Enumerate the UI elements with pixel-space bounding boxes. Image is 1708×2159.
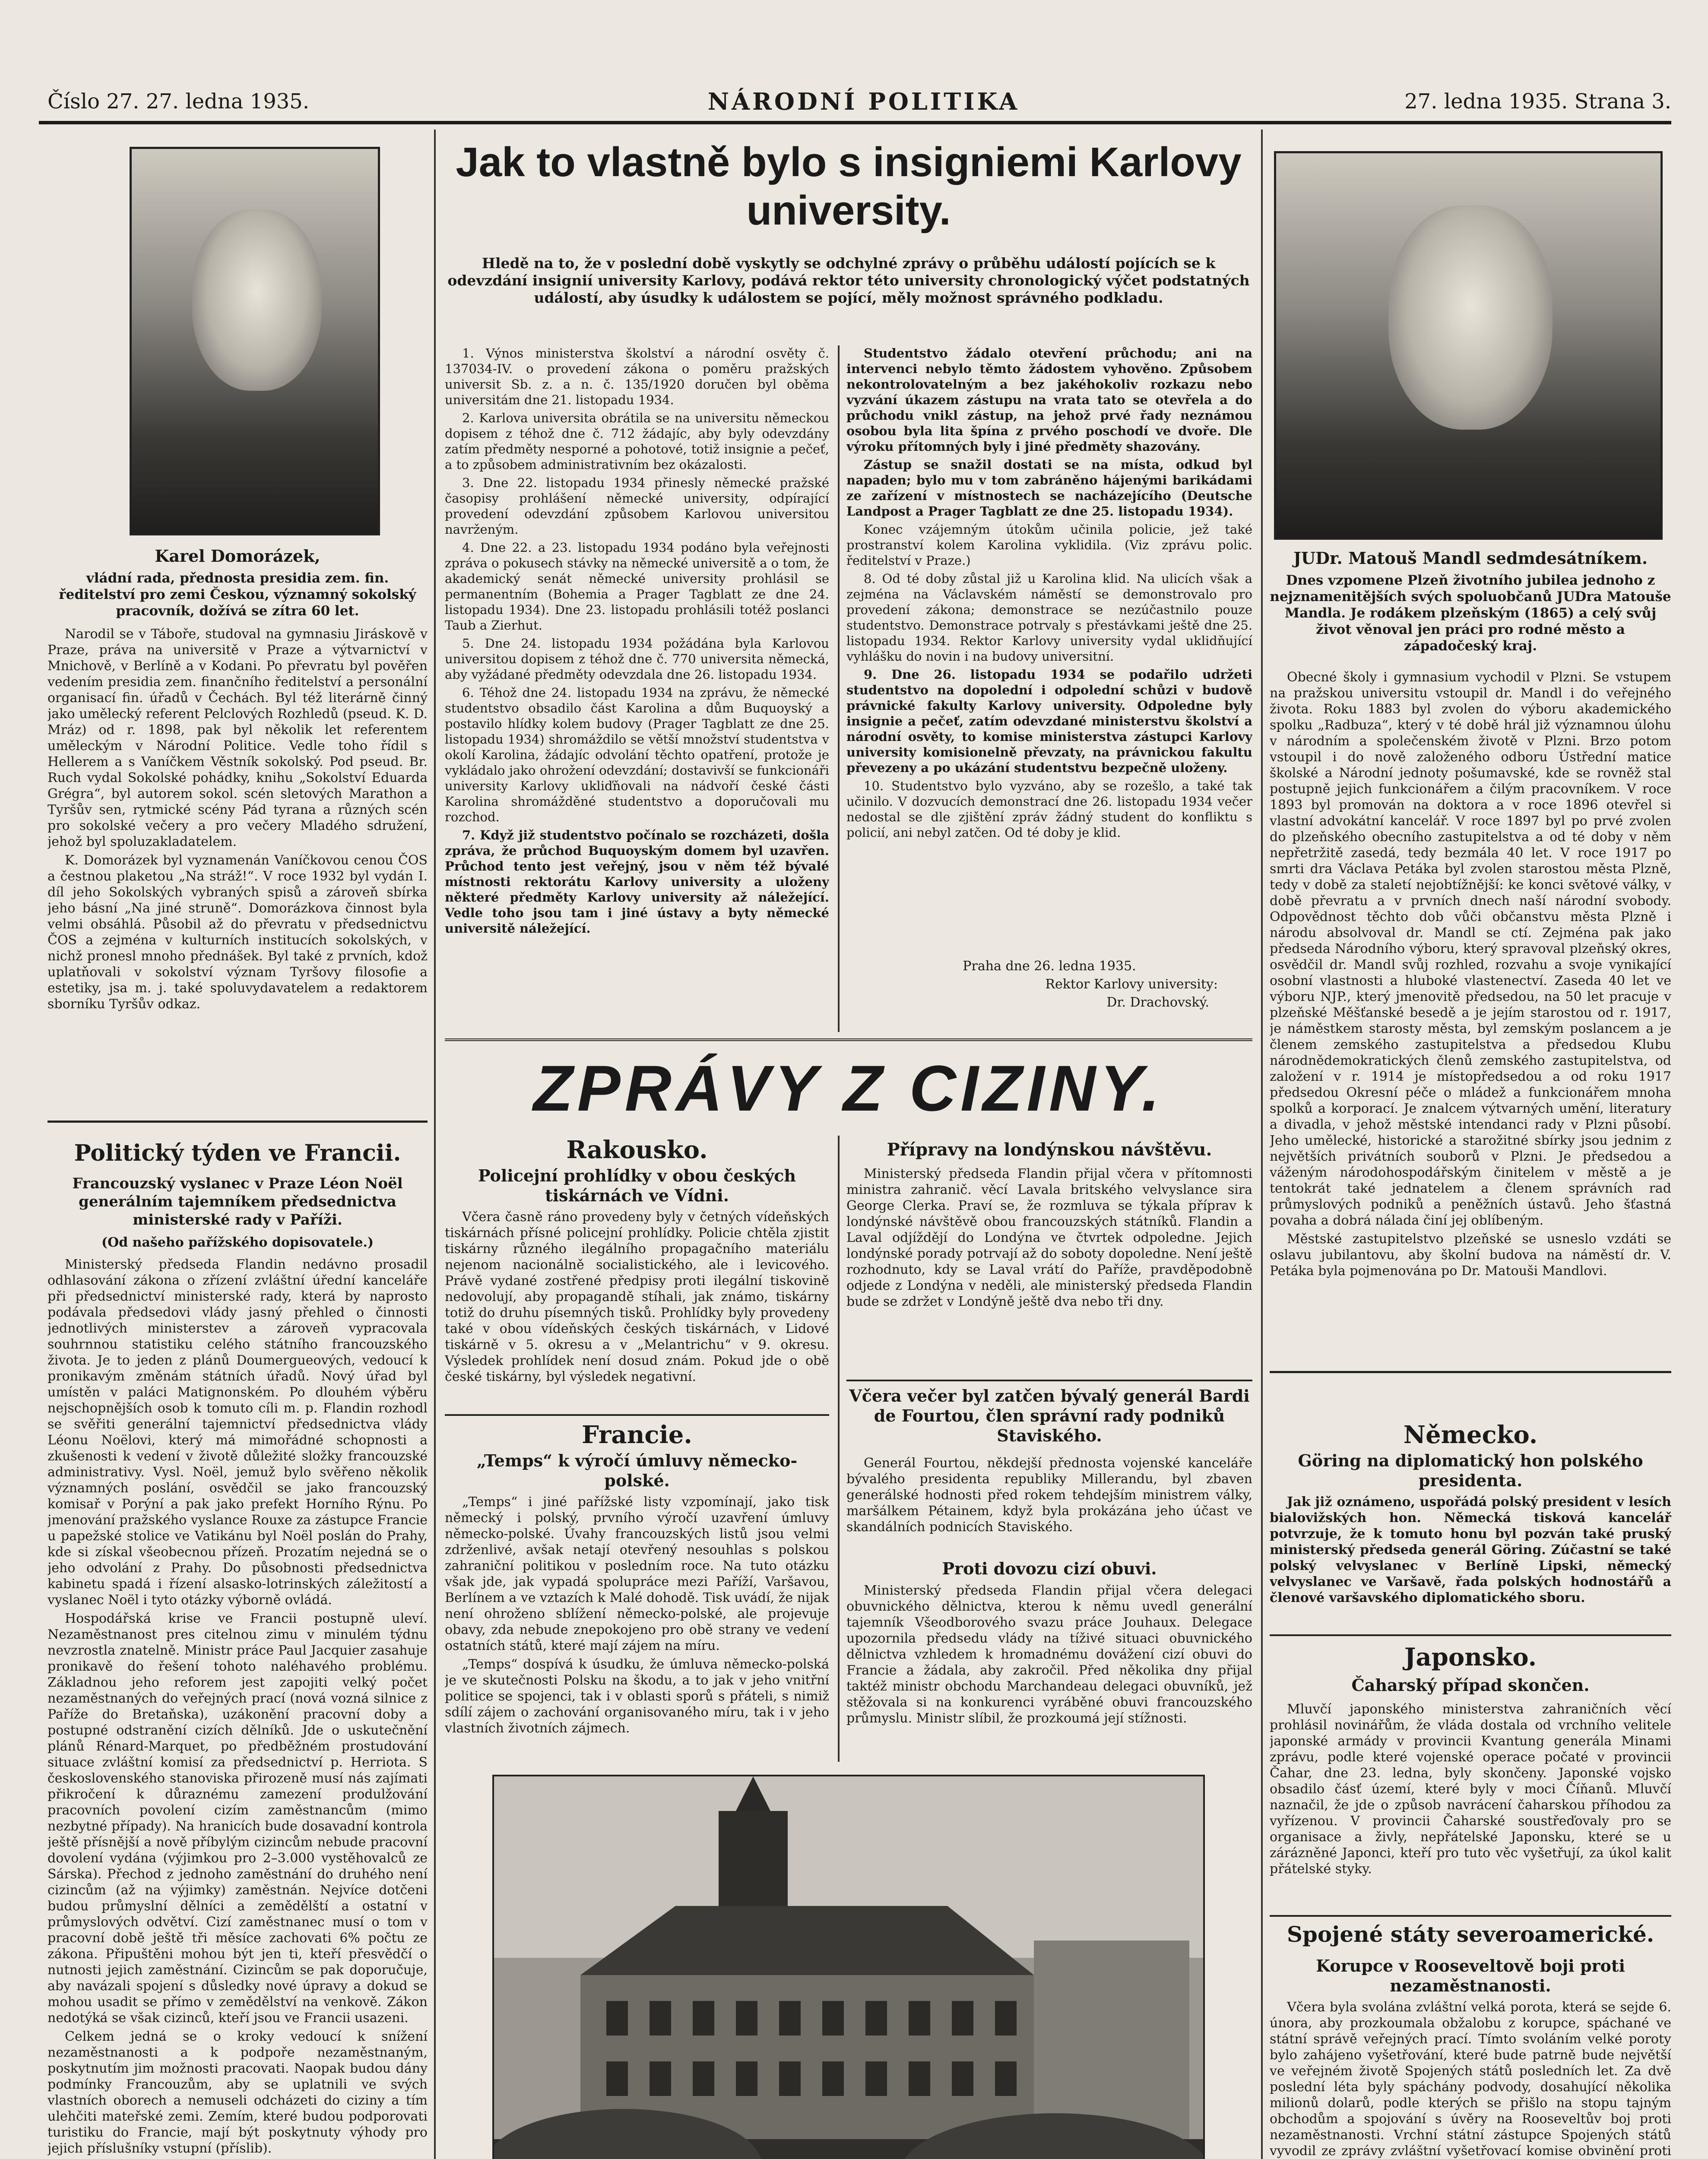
portrait-caption-name: Karel Domorázek, [155,546,320,566]
chronology-item: Konec vzájemným útokům učinila policie, jež také prostranství kolem Karolina vyklidila. (Viz zprávu polic. ředitelství v Praze.) [846,522,1252,568]
article-paragraph: Obecné školy i gymnasium vychodil v Plzni. Se vstupem na pražskou universitu vstoupil dr. Mandl i do veřejného života. Roku 1883 byl zvolen do výboru akademického spolku „Radbuza“, který v té době hrál již významnou úlohu v národním a společenském životě v Plzni. Brzo potom vstoupil i do nově založeného odboru Ústřední matice školské a Národní jednoty pošumavské, kde se rovněž stal postupně jejich funkcionářem a čilým pracovníkem. V roce 1893 byl promován na doktora a v roce 1896 otevřel si vlastní advokátní kancelář. V roce 1897 byl po prvé zvolen do plzeňského obecního zastupitelstva a od té doby v něm nepřetržitě zasedá, tedy bezmála 40 let. V roce 1917 po smrti dra Václava Petáka byl zvolen starostou města Plzně, tedy v době za staletí nejobtížnější: ke konci světové války, v době převratu a v prvních dnech naší národní svobody. Odpovědnost těchto dob vůči občanstvu města Plzně i národu absolvoval dr. Mandl se ctí. Zejména pak jako předseda Národního výboru, který spravoval plzeňský okres, osvědčil dr. Mandl svůj rozhled, rozvahu a svoje vynikající osobní vlastnosti a hluboké vlastenectví. Zaseda 40 let ve výboru NJP., který jmenovitě předsedou, na 50 let pracuje v plzeňské Měšťanské besedě a je jejím starostou od r. 1917, je náměstkem starosty města, byl zemským poslancem a je členem zemského zastupitelstva a předsedou Klubu národnědemokratických členů zemského zastupitelstva, od založení v r. 1914 je místopředsedou a od roku 1917 předsedou Okresní péče o mládež a funkcionářem mnoha spolků a korporací. Je znalcem výtvarných umění, literatury a divadla, v jehož městské intendanci rady v Plzni působí. Jeho umělecké, historické a starožitné sbírky jsou jednim z největších privátních souborů v Plzni. Je předsedou a váženým národohospodářským činitelem v městě a je tentokrát také jednatelem a členem správních rad průmyslových podniků a peněžních ústavů. Jeho šťastná povaha a dobrá nálada činí jej oblíbeným. [1270,670,1671,1228]
article-paragraph: Generál Fourtou, někdejší přednosta vojenské kanceláře bývalého presidenta republiky Millerandu, byl zbaven generálské hodnosti před rokem tehdejším ministrem války, maršálkem Pétainem, když byla prokázána jeho účast ve skandálních podnicích Staviského. [846,1456,1252,1535]
section-heading-francie: Francie. [582,1421,692,1449]
photo-trebic-monastery [492,1775,1205,2159]
article-source: (Od našeho pařížského dopisovatele.) [101,1235,374,1250]
chronology-item: Studentstvo žádalo otevření průchodu; ani na intervenci nebylo těmto žádostem vyhověno. Způsobem nekontrolovatelným a bez jakéhokoliv rozkazu nebo vyzvání úkazem zástupu na vrata tato se otevřela a do průchodu vnikl zástup, na jehož prvé řady neznámou osobou byla lita špína z prvého poschodí ve dvoře. Dle výroku přítomných byly i jiné předměty shazovány. [846,346,1252,454]
obuv-heading: Proti dovozu cizí obuvi. [942,1559,1157,1578]
francie-article-body [48,1257,428,2159]
section-rule [48,1121,428,1123]
section-heading-usa: Spojené státy severoamerické. [1287,1922,1654,1947]
portrait-mandl [1274,151,1663,540]
chronology-item: 7. Když již studentstvo počínalo se rozcházeti, došla zpráva, že průchod Buquoyským domem byl uzavřen. Průchod tento jest veřejný, jsou v něm též bývalé místnosti rektorátu Karlovy university a uloženy některé předměty Karlovy university až náležející. Vedle toho jsou tam i jiné ústavy a byty německé universitě náležející. [445,828,829,936]
insignie-dateline: Praha dne 26. ledna 1935. [963,959,1136,974]
insignie-col1 [445,345,829,1019]
fourtou-body [846,1455,1252,1554]
article-subtitle-francie: Francouzský vyslanec v Praze Léon Noël generálním tajemníkem předsednictva ministerské rady v Paříži. [72,1175,403,1228]
francie-subheading: „Temps“ k výročí úmluvy německo-polské. [476,1451,798,1490]
chronology-item: 6. Téhož dne 24. listopadu 1934 na zprávu, že německé studentstvo obsadilo část Karolina a dům Buquoyský a postavilo hlídky kolem budovy (Prager Tagblatt ze dne 25. listopadu 1934) shromáždilo se větší množství studentstva v okolí Karolina, žádajíc odvolání těchto opatření, protože je vykládalo jako ohrožení odevzdání; dostavivší se funkcionáři university Karlovy ukliďňovali na nádvoří české části Karolina shromážděné studentstvo a doporučovali mu rozchod. [445,685,829,824]
section-heading-japonsko: Japonsko. [1404,1643,1537,1671]
francie-body [445,1494,829,1762]
nemecko-body [1270,1494,1671,1628]
masthead-rule [39,121,1671,124]
article-paragraph: Mluvčí japonského ministerstva zahraničních věcí prohlásil novinářům, že vláda dostala od vrchního velitele japonské armády v provincii Kvantung generála Minami zprávu, podle které vojenské operace počaté v provincii Čahar, dne 23. ledna, byly skončeny. Japonské vojsko obsadilo čásť území, které byly v moci Číňanů. Mluvčí naznačil, že jde o způsob navrácení čaharskou příhodou za vyřízenou. V provincii Čaharské soustřeďovaly pro se organisace a živly, nepřátelské Japonsku, které se u zárázněné Japonci, kteří pro tuto věc vyšetřují, za úkol kalit přátelské styky. [1270,1702,1671,1877]
insignie-signed-title: Rektor Karlovy university: [1045,977,1218,992]
section-rule [445,1038,1252,1041]
foreign-news-banner: ZPRÁVY Z CIZINY. [533,1052,1164,1124]
article-paragraph: Celkem jedná se o kroky vedoucí k snížení nezaměstnanosti a k podpoře nezaměstnaným, poskytnutím jim možnosti pracovati. Naopak budou dány podmínky Francouzům, aby se uplatnili ve svých vlastních oborech a nemuseli odcházeti do ciziny a tím ulehčiti mateřské zemi. Zemím, které budou podporovati turistiku do Francie, mají být poskytnuty výhody pro jejich příslušníky vstupní (příslib). [48,2029,428,2156]
insignie-headline: Jak to vlastně bylo s insigniemi Karlovy university. [456,139,1242,234]
article-title-francie: Politický týden ve Francii. [74,1140,401,1166]
section-rule [1270,1634,1671,1636]
article-paragraph: Ministerský předseda Flandin nedávno prosadil odhlasování zákona o zřízení zvláštní úřední kanceláře při předsednictví ministerské rady, která by naprosto podávala předsedovi vlády jasný přehled o činnosti jednotlivých ministerstev a zároveň vypracovala souhrnnou statistiku celého státního francouzského života. Je to jeden z plánů Doumergueových, vedoucí k pronikavým změnám státních úřadů. Nový úřad byl umístěn v paláci Matignonském. Po dlouhém výběru nejschopnějších osob k tomuto cíli m. p. Flandin rozhodl se svěřiti generální tajemnictví předsednictva vlády Léonu Noëlovi, který má mimořádné schopnosti a zkušenosti k vedení v životě důležité složky francouzské administrativy. Vysl. Noël, jemuž bylo svěřeno několik významných poslání, osvědčil se jako francouzský komisař v Porýní a pak jako prefekt Horního Rýnu. Po jmenování pražského vyslance Rouxe za zástupce Francie u papežské stolice ve Vatikánu byl Noël poslán do Prahy, kde si získal všeobecnou přízeň. Prozatím nejedná se o jeho odvolání z Prahy. Do působnosti předsednictva kabinetu spadá i řízení alsasko-lotrinských záležitostí a vyslanec Noël i tyto otázky výborně ovládá. [48,1257,428,1608]
japonsko-body [1270,1701,1671,1909]
domorazek-bio [48,626,428,1110]
chronology-item: 1. Výnos ministerstva školství a národní osvěty č. 137034-IV. o provedení zákona o poměru pražských universit Sb. z. a n. č. 135/1920 doručen byl oběma universitám dne 21. listopadu 1934. [445,346,829,407]
chronology-item: 4. Dne 22. a 23. listopadu 1934 podáno byla veřejnosti zpráva o pokusech stávky na německé universitě a o tom, že akademický senát německé university prohlásil se permanentním (Bohemia a Prager Tagblatt ze dne 24. listopadu 1934). Dne 23. listopadu prohlásili totéž poslanci Taub a Zierhut. [445,540,829,633]
section-rule [445,1414,829,1416]
fourtou-heading: Včera večer byl zatčen bývalý generál Bardi de Fourtou, člen správní rady podniků Staviského. [849,1386,1250,1445]
article-paragraph: Jak již oznámeno, uspořádá polský president v lesích bialovižských hon. Německá tisková kancelář potvrzuje, že k tomuto honu byl pozván také pruský ministerský předseda generál Göring. Zúčastní se také polský velvyslanec v Berlíně Lipski, německý velvyslanec ve Varšavě, řada polských hodnostářů a členové varšavského diplomatického sboru. [1270,1494,1671,1605]
chronology-item: 10. Studentstvo bylo vyzváno, aby se rozešlo, a také tak učinilo. V dozvucích demonstrací dne 26. listopadu 1934 večer nedostal se dle zjištění zpráv žádný student do konfliktu s policií, ani nebyl zatčen. Od té doby je klid. [846,779,1252,840]
obuv-body [846,1583,1252,1760]
article-paragraph: Včera časně ráno provedeny byly v četných vídeňských tiskárnách přísné policejní prohlídky. Policie chtěla zjistit tiskárny různého ilegálního propagačního materiálu nejenom nacionálně socialistického, ale i levicového. Právě vydané zostřené předpisy proti ilegální tiskovině nedovolují, aby propagandě stíhali, jak známo, tiskárny totiž do druhu písemných tisků. Prohlídky byly provedeny také v obou vídeňských českých tiskárnách, v Lidové tiskárně v 5. okresu a v „Melantrichu“ v 9. okresu. Výsledek prohlídek není dosud znám. Pokud jde o obě české tiskárny, byl výsledek negativní. [445,1209,829,1384]
section-rule [846,1380,1252,1381]
bio-paragraph: K. Domorázek byl vyznamenán Vaníčkovou cenou ČOS a čestnou plaketou „Na stráž!“. V roce 1932 byl vydán I. díl jeho Sokolských vybraných spisů a zároveň sbírka jeho básní „Na jiné struně“. Domorázkova činnost byla velmi obsáhlá. Působil až do převratu v předsednictvu ČOS a zejména v kulturních institucích sokolských, v nichž pronesl mnoho přednášek. Byl také z prvních, kdož uplatňovali v sokolství význam Tyršovy filosofie a estetiky, jsa m. j. také spoluvydavatelem a redaktorem sborníku Tyršův odkaz. [48,853,428,1012]
usa-body [1270,1999,1671,2159]
column-divider [838,1136,840,1762]
article-paragraph: Hospodářská krise ve Francii postupně uleví. Nezaměstnanost pres citelnou zimu v minulém týdnu nevzrostla znatelně. Ministr práce Paul Jacquier zasahuje pronikavě do řešení tohoto naléhavého problému. Základnou jeho reforem jest zapojiti velký počet nezaměstnaných do veřejných prací (nová vozná silnice z Paříže do Bretaňska), uzákonění pracovní doby a postupné odstranění cizích dělníků. Jde o uskutečnění plánů Rénard-Marquet, po předběžném prostudování situace zvláštní komisí za předsednictví p. Herriota. S československého stanoviska přirozeně musí nás zajímati přikročení k důraznému zamezení produlžování pracovních povolení cizím zaměstnancům (mimo nezbytné případy). Na hranicích bude dosavadní kontrola ještě přísnější a nově příbylým cizincům nebude pracovní dovolení vydána (výjimkou pro 2–3.000 vystěhovalců ze Sárska). Přechod z jednoho zaměstnání do druhého není cizincům (až na výjimky) zaměstnán. Nejvíce dotčeni budou průmyslní dělníci a zemědělští a ostatní v průmyslových odvětví. Cizí zaměstnanec musí o tom v pracovní době ještě tři měsíce zachovati 6% počtu ze zákona. Připuštěni mohou být jen ti, kteří přesvědčí o nutnosti jejich zaměstnání. Cizincům se pak doporučuje, aby navázali spojení s důsledky nové úpravy a dokud se mohou usadit se přímo v zemědělství na venkově. Zákon nedotýká se však cizinců, kteří jsou ve Francii usazeni. [48,1611,428,2026]
london-body [846,1166,1252,1373]
chronology-item: 9. Dne 26. listopadu 1934 se podařilo udržeti studentstvo na dopolední i odpolední schůzi v budově právnické fakulty Karlovy university. Odpoledne byly insignie a pečeť, zatím odevzdané ministerstvu školství a národní osvěty, to komise ministerstva zástupci Karlovy university komisionelně převzaty, na právnickou fakultu převezeny a po ukázání studentstvu bezpečně uloženy. [846,667,1252,775]
insignie-col2 [846,345,1252,941]
chronology-item: 8. Od té doby zůstal již u Karolina klid. Na ulicích však a zejména na Václavském náměstí se demonstrovalo pro provedení zákona; demonstrace se nezúčastnilo pouze studentstvo. Demonstrace potrvaly s přestávkami ještě dne 25. listopadu 1934. Rektor Karlovy university vydal uklidňující vyhlášku do novin i na budovy universitní. [846,571,1252,664]
section-heading-nemecko: Německo. [1403,1421,1538,1449]
article-paragraph: Ministerský předseda Flandin přijal včera v přítomnosti ministra zahranič. věcí Lavala britského velvyslance sira George Clerka. Praví se, že rozmluva se týkala příprav k londýnské návštěvě obou francouzských státníků. Flandin a Laval odjíždějí do Londýna ve čtvrtek odpoledne. Jejich londýnské porady potrvají až do soboty dopoledne. Není ještě rozhodnuto, kdy se Laval vrátí do Paříže, pravděpodobně odjede z Londýna v neděli, ale ministerský předseda Flandin bude se zdržet v Londýně ještě dva nebo tři dny. [846,1166,1252,1309]
chronology-item: 2. Karlova universita obrátila se na universitu německou dopisem z téhož dne č. 712 žádajíc, aby byly odevzdány zatím předměty nesporné a pohotové, totiž insignie a pečeť, a to způsobem administrativním bez okázalosti. [445,411,829,472]
column-divider [838,345,840,1032]
monastery-illustration [494,1776,1203,2159]
section-rule [1270,1915,1671,1917]
usa-subheading: Korupce v Rooseveltově boji proti nezaměstnanosti. [1316,1956,1625,1995]
masthead-title: NÁRODNÍ POLITIKA [707,88,1020,115]
portrait-caption-sub: vládní rada, přednosta presidia zem. fin. ředitelství pro zemi Českou, významný sokolský pracovník, dožívá se zítra 60 let. [59,570,416,619]
mandl-caption-name: JUDr. Matouš Mandl sedmdesátníkem. [1293,548,1648,568]
insignie-lead: Hledě na to, že v poslední době vyskytly se odchylné zprávy o průběhu událostí pojících se k odevzdání insignií university Karlovy, podává rektor této university chronologický výčet podstatných událostí, aby úsudky k událostem se pojící, měly možnost správného podkladu. [447,255,1250,306]
article-paragraph: Městské zastupitelstvo plzeňské se usneslo vzdáti se oslavu jubilantovu, aby školní budova na náměstí dr. V. Petáka byla pojmenována po Dr. Matouši Mandlovi. [1270,1231,1671,1279]
rakousko-body [445,1209,829,1408]
page-number: 27. ledna 1935. Strana 3. [1404,89,1671,114]
london-heading: Přípravy na londýnskou návštěvu. [887,1140,1212,1160]
column-divider [1261,130,1263,2159]
chronology-item: 5. Dne 24. listopadu 1934 požádána byla Karlovou universitou dopisem z téhož dne č. 770 universita německá, aby vyžádané předměty odevzdala dne 26. listopadu 1934. [445,636,829,682]
mandl-article-body [1270,669,1671,1360]
article-paragraph: „Temps“ i jiné pařížské listy vzpomínají, jako tisk německý i polský, prvního výročí uzavření úmluvy německo-polské. Úvahy francouzských listů jsou velmi zdrženlivé, avšak netají otevřený nesouhlas s polskou zahraniční politikou v posledním roce. Na tuto otázku však jde, jak vypadá spolupráce mezi Paříží, Varšavou, Berlínem a ve vztazích k Malé dohodě. Tisk uvádí, že nijak není ohroženo sblížení německo-polské, ale projevuje obavy, zda nebude znepokojeno pro obě strany ve vedení ostatních států, které mají zájem na míru. [445,1494,829,1653]
bio-paragraph: Narodil se v Táboře, studoval na gymnasiu Jiráskově v Praze, práva na universitě v Praze a výtvarnictví v Mnichově, v Berlíně a v Kodani. Po převratu byl pověřen vedením presidia zem. finančního ředitelství a personální organisací fin. úřadů v Čechách. Byl též literárně činný jako umělecký referent Pelclových Rozhledů (pseud. K. D. Mráz) od r. 1898, pak byl několik let referentem uměleckým v Národní Politice. Vedle toho řídil s Hellerem a s Vaníčkem Věstník sokolský. Pod pseud. Br. Ruch vydal Sokolské pohádky, knihu „Sokolství Eduarda Grégra“, byl autorem sokol. scén sletových Marathon a Tyršův sen, rytmické scény Pád tyrana a různých scén pro sokolské večery a pro večery Mladého sdružení, jehož byl spoluzakladatelem. [48,627,428,849]
nemecko-subheading: Göring na diplomatický hon polského presidenta. [1298,1451,1643,1490]
article-paragraph: Ministerský předseda Flandin přijal včera delegaci obuvnického dělnictva, kterou k němu uvedl generální tajemník Všeodborového svazu práce Jouhaux. Delegace upozornila předsedu vlády na tíživé situaci obuvnického dělnictva vzhledem k hromadnému dovážení cizí obuvi do Francie a žádala, aby zakročil. Před několika dny přijal taktéž ministr obchodu Marchandeau delegaci obuvníků, jež stěžovala si na konkurenci vyráběné obuvi francouzského průmyslu. Ministr slíbil, že prozkoumá její stížnosti. [846,1583,1252,1726]
column-divider [434,130,436,2159]
japonsko-subheading: Čaharský případ skončen. [1351,1675,1590,1695]
insignie-signed-name: Dr. Drachovský. [1106,995,1209,1010]
chronology-item: Zástup se snažil dostati se na místa, odkud byl napaden; bylo mu v tom zabráněno hájenými barikádami ze zařízení v místnostech se nacházejícího (Deutsche Landpost a Prager Tagblatt ze dne 25. listopadu 1934). [846,457,1252,519]
chronology-item: 3. Dne 22. listopadu 1934 přinesly německé pražské časopisy prohlášení německé university, odpírající provedení odevzdání způsobem Karlovou universitou navrženým. [445,475,829,537]
section-rule [1270,1371,1671,1373]
rakousko-subheading: Policejní prohlídky v obou českých tiskárnách ve Vídni. [478,1166,796,1205]
section-heading-rakousko: Rakousko. [566,1136,708,1164]
article-paragraph: Včera byla svolána zvláštní velká porota, která se sejde 6. února, aby prozkoumala obžalobu z korupce, spáchané ve státní správě veřejných prací. Tímto svoláním velké poroty bylo zahájeno vyšetřování, které bude patrně bude největší ve veřejném životě Spojených států posledních let. Za dvě poslední léta byly spáchány podvody, dosahující několika milionů dolarů, podle kterých se přišlo na stopu tajným obchodům a spojování s úvěry na Rooseveltův boj proti nezaměstnanosti. Vrchní státní zástupce Spojených států vyvodil ze zprávy zvláštní vyšetřovací komise obvinění proti [1270,2000,1671,2159]
issue-number: Číslo 27. 27. ledna 1935. [48,89,310,114]
portrait-domorazek [130,147,380,535]
mandl-caption-sub: Dnes vzpomene Plzeň životního jubilea jednoho z nejznamenitějších svých spoluobčanů JUDra Matouše Mandla. Je rodákem plzeňským (1865) a celý svůj život věnoval jen práci pro rodné město a západočeský kraj. [1270,573,1671,654]
article-paragraph: „Temps“ dospívá k úsudku, že úmluva německo-polská je ve skutečnosti Polsku na škodu, a to jak v jeho vnitřní politice se spojenci, tak i v oblasti sporů s přáteli, s nimiž sdílí zájem o zachování organisovaného míru, tak i v jeho vlastních životních zájmech. [445,1657,829,1736]
